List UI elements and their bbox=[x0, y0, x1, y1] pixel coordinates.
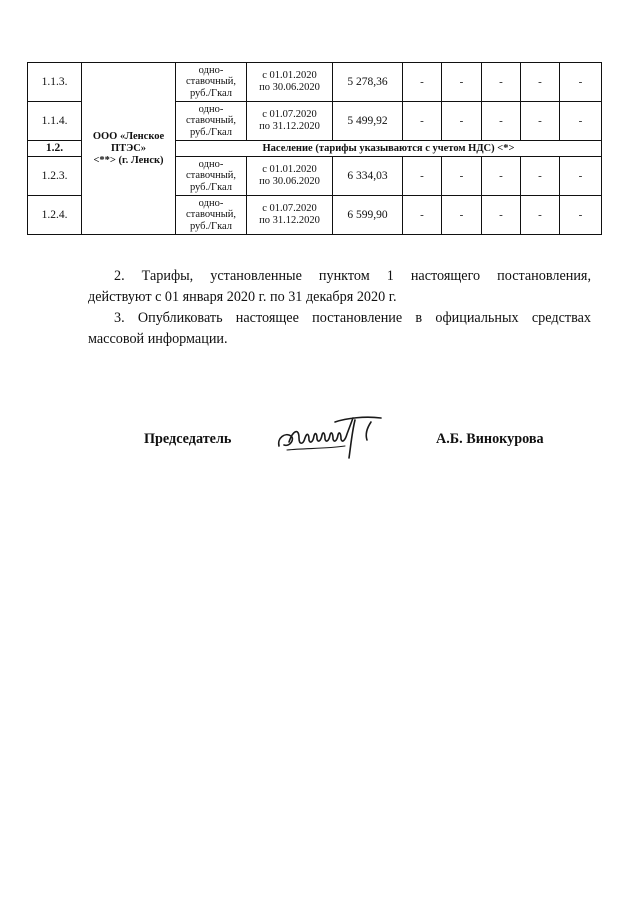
empty-cell: - bbox=[482, 63, 521, 102]
org-line: ПТЭС» bbox=[110, 142, 147, 154]
rate-line: руб./Гкал bbox=[189, 126, 233, 138]
empty-cell: - bbox=[442, 196, 482, 235]
rate-line: ставочный, bbox=[185, 209, 237, 221]
tariff-value: 6 599,90 bbox=[333, 196, 403, 235]
period-start: с 01.01.2020 bbox=[262, 70, 317, 81]
empty-cell: - bbox=[521, 63, 560, 102]
period-start: с 01.07.2020 bbox=[262, 109, 317, 120]
signature-block bbox=[0, 428, 640, 468]
rate-line: ставочный, bbox=[185, 76, 237, 88]
empty-cell: - bbox=[521, 157, 560, 196]
period-end: по 30.06.2020 bbox=[259, 176, 320, 187]
section-title: Население (тарифы указываются с учетом НДС) <*> bbox=[176, 141, 602, 157]
paragraph-line: 2. Тарифы, установленные пунктом 1 настоящего постановления, bbox=[114, 268, 591, 284]
empty-cell: - bbox=[442, 63, 482, 102]
empty-cell: - bbox=[442, 157, 482, 196]
period-start: с 01.01.2020 bbox=[262, 164, 317, 175]
empty-cell: - bbox=[560, 196, 602, 235]
empty-cell: - bbox=[560, 157, 602, 196]
rate-line: одно- bbox=[198, 64, 224, 76]
tariff-value: 5 278,36 bbox=[333, 63, 403, 102]
empty-cell: - bbox=[482, 157, 521, 196]
empty-cell: - bbox=[442, 102, 482, 141]
row-number: 1.2.4. bbox=[28, 196, 82, 235]
period bbox=[247, 196, 333, 235]
period bbox=[247, 63, 333, 102]
tariff-value: 5 499,92 bbox=[333, 102, 403, 141]
rate-line: одно- bbox=[198, 103, 224, 115]
paragraph-line: действуют с 01 января 2020 г. по 31 декабря 2020 г. bbox=[88, 289, 397, 305]
org-line: <**> (г. Ленск) bbox=[93, 154, 164, 166]
empty-cell: - bbox=[403, 196, 442, 235]
period bbox=[247, 102, 333, 141]
row-number: 1.1.4. bbox=[28, 102, 82, 141]
rate-line: одно- bbox=[198, 158, 224, 170]
empty-cell: - bbox=[403, 157, 442, 196]
empty-cell: - bbox=[482, 196, 521, 235]
org-line: ООО «Ленское bbox=[92, 130, 165, 142]
period-end: по 31.12.2020 bbox=[259, 121, 320, 132]
period bbox=[247, 157, 333, 196]
section-number: 1.2. bbox=[28, 141, 82, 157]
empty-cell: - bbox=[521, 102, 560, 141]
tariff-value: 6 334,03 bbox=[333, 157, 403, 196]
rate-type bbox=[176, 157, 247, 196]
handwritten-signature bbox=[275, 412, 390, 462]
period-start: с 01.07.2020 bbox=[262, 203, 317, 214]
signer-title: Председатель bbox=[144, 431, 232, 447]
rate-line: ставочный, bbox=[185, 170, 237, 182]
table-row bbox=[28, 63, 602, 102]
rate-line: руб./Гкал bbox=[189, 181, 233, 193]
period-end: по 30.06.2020 bbox=[259, 82, 320, 93]
empty-cell: - bbox=[560, 102, 602, 141]
rate-line: руб./Гкал bbox=[189, 87, 233, 99]
rate-line: одно- bbox=[198, 197, 224, 209]
rate-line: ставочный, bbox=[185, 115, 237, 127]
paragraph-line: массовой информации. bbox=[88, 331, 228, 347]
signer-name: А.Б. Винокурова bbox=[436, 431, 544, 447]
rate-line: руб./Гкал bbox=[189, 220, 233, 232]
paragraph-3 bbox=[88, 308, 591, 350]
empty-cell: - bbox=[403, 63, 442, 102]
empty-cell: - bbox=[560, 63, 602, 102]
paragraph-2 bbox=[88, 266, 591, 308]
row-number: 1.1.3. bbox=[28, 63, 82, 102]
rate-type bbox=[176, 196, 247, 235]
empty-cell: - bbox=[521, 196, 560, 235]
tariff-table bbox=[27, 62, 602, 235]
rate-type bbox=[176, 102, 247, 141]
rate-type bbox=[176, 63, 247, 102]
empty-cell: - bbox=[482, 102, 521, 141]
period-end: по 31.12.2020 bbox=[259, 215, 320, 226]
organization-name bbox=[82, 63, 176, 235]
row-number: 1.2.3. bbox=[28, 157, 82, 196]
empty-cell: - bbox=[403, 102, 442, 141]
paragraph-line: 3. Опубликовать настоящее постановление в официальных средствах bbox=[114, 310, 591, 326]
